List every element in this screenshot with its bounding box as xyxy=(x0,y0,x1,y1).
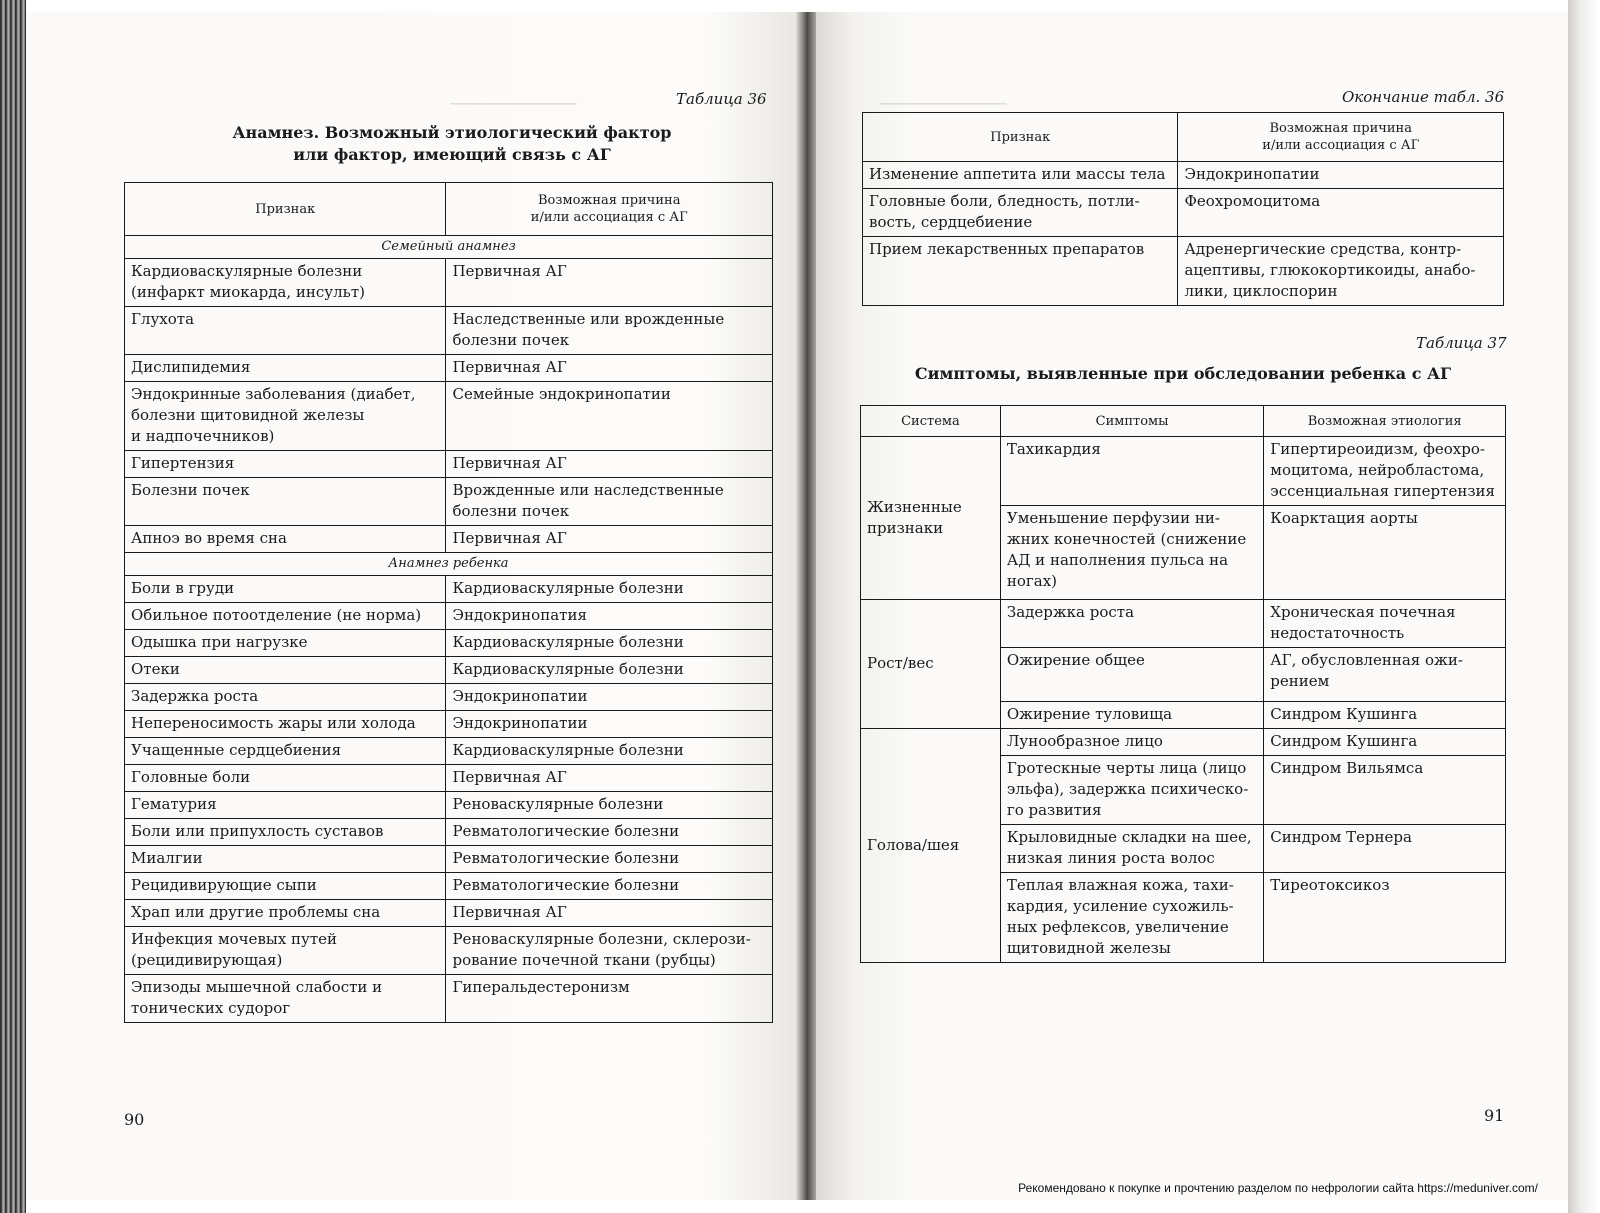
table-row xyxy=(125,711,773,738)
symptom-cell: Задержка роста xyxy=(1000,600,1263,648)
bleed-through: ────────────── xyxy=(880,95,1007,113)
table-37-caption: Таблица 37 xyxy=(1416,334,1507,352)
table-row xyxy=(125,975,773,1023)
system-cell-vital: Жизненные признаки xyxy=(861,437,1001,600)
col-header-cause: Возможная причина и/или ассоциация с АГ xyxy=(1178,113,1504,162)
col-header-cause: Возможная причина и/или ассоциация с АГ xyxy=(446,183,773,236)
sign-cell: Боли в груди xyxy=(125,576,446,603)
cause-cell: Первичная АГ xyxy=(446,900,773,927)
sign-cell: Головные боли, бледность, потли- вость, сердцебиение xyxy=(863,189,1178,237)
sign-cell: Эпизоды мышечной слабости и тонических судорог xyxy=(125,975,446,1023)
sign-cell: Задержка роста xyxy=(125,684,446,711)
table-row xyxy=(125,792,773,819)
cause-cell: Ревматологические болезни xyxy=(446,873,773,900)
sign-cell: Прием лекарственных препаратов xyxy=(863,237,1178,306)
cause-cell: Кардиоваскулярные болезни xyxy=(446,630,773,657)
cause-cell: Первичная АГ xyxy=(446,451,773,478)
table-row xyxy=(125,819,773,846)
sign-cell: Инфекция мочевых путей (рецидивирующая) xyxy=(125,927,446,975)
footer-recommendation: Рекомендовано к покупке и прочтению разделом по нефрологии сайта https://meduniver.com/ xyxy=(1018,1181,1538,1195)
page-number-right: 91 xyxy=(1484,1106,1505,1125)
col-header-sign: Признак xyxy=(863,113,1178,162)
sign-cell: Гипертензия xyxy=(125,451,446,478)
section-heading: Семейный анамнез xyxy=(125,236,773,259)
cause-cell: Кардиоваскулярные болезни xyxy=(446,657,773,684)
col-header-system: Система xyxy=(861,406,1001,437)
cause-cell: Ревматологические болезни xyxy=(446,819,773,846)
sign-cell: Учащенные сердцебиения xyxy=(125,738,446,765)
table-37 xyxy=(860,405,1506,963)
table-36 xyxy=(124,182,773,1023)
etiology-cell: Коарктация аорты xyxy=(1264,506,1506,600)
sign-cell: Храп или другие проблемы сна xyxy=(125,900,446,927)
table-row xyxy=(125,846,773,873)
col-header-sign: Признак xyxy=(125,183,446,236)
etiology-cell: АГ, обусловленная ожи- рением xyxy=(1264,648,1506,702)
system-cell-growth: Рост/вес xyxy=(861,600,1001,729)
table-36-title xyxy=(124,122,780,166)
table-row xyxy=(861,729,1506,756)
table-row xyxy=(125,684,773,711)
cause-cell: Реноваскулярные болезни, склерози- рование почечной ткани (рубцы) xyxy=(446,927,773,975)
symptom-cell: Уменьшение перфузии ни- жних конечностей (снижение АД и наполнения пульса на ногах) xyxy=(1000,506,1263,600)
etiology-cell: Синдром Тернера xyxy=(1264,825,1506,873)
table-36-caption: Таблица 36 xyxy=(676,90,767,108)
symptom-cell: Лунообразное лицо xyxy=(1000,729,1263,756)
cause-cell: Врожденные или наследственные болезни почек xyxy=(446,478,773,526)
table-row xyxy=(125,526,773,553)
symptom-cell: Ожирение общее xyxy=(1000,648,1263,702)
cause-cell: Первичная АГ xyxy=(446,355,773,382)
sign-cell: Боли или припухлость суставов xyxy=(125,819,446,846)
table-row xyxy=(863,189,1504,237)
section-row-family xyxy=(125,236,773,259)
col-header-etiology: Возможная этиология xyxy=(1264,406,1506,437)
cause-cell: Феохромоцитома xyxy=(1178,189,1504,237)
cause-cell: Гиперальдестеронизм xyxy=(446,975,773,1023)
section-heading: Анамнез ребенка xyxy=(125,553,773,576)
cause-cell: Адренергические средства, контр- ацептивы, глюкокортикоиды, анабо- лики, циклоспорин xyxy=(1178,237,1504,306)
sign-cell: Непереносимость жары или холода xyxy=(125,711,446,738)
cause-cell: Эндокринопатии xyxy=(446,711,773,738)
table-row xyxy=(125,765,773,792)
table-row xyxy=(125,451,773,478)
cause-cell: Эндокринопатии xyxy=(446,684,773,711)
sign-cell: Отеки xyxy=(125,657,446,684)
table-row xyxy=(125,576,773,603)
sign-cell: Одышка при нагрузке xyxy=(125,630,446,657)
sign-cell: Изменение аппетита или массы тела xyxy=(863,162,1178,189)
cause-cell: Первичная АГ xyxy=(446,259,773,307)
table-36-title-line1: Анамнез. Возможный этиологический фактор xyxy=(232,123,672,142)
sign-cell: Обильное потоотделение (не норма) xyxy=(125,603,446,630)
etiology-cell: Синдром Кушинга xyxy=(1264,729,1506,756)
table-header-row xyxy=(125,183,773,236)
book-page-edges xyxy=(0,0,26,1213)
table-row xyxy=(863,237,1504,306)
table-row xyxy=(125,259,773,307)
cause-cell: Реноваскулярные болезни xyxy=(446,792,773,819)
sign-cell: Глухота xyxy=(125,307,446,355)
sign-cell: Рецидивирующие сыпи xyxy=(125,873,446,900)
col-header-symptoms: Симптомы xyxy=(1000,406,1263,437)
sign-cell: Гематурия xyxy=(125,792,446,819)
sign-cell: Миалгии xyxy=(125,846,446,873)
cause-cell: Кардиоваскулярные болезни xyxy=(446,576,773,603)
table-36-title-line2: или фактор, имеющий связь с АГ xyxy=(293,145,611,164)
table-row xyxy=(125,927,773,975)
table-header-row xyxy=(861,406,1506,437)
table-row xyxy=(125,873,773,900)
etiology-cell: Гипертиреоидизм, феохро- моцитома, нейробластома, эссенциальная гипертензия xyxy=(1264,437,1506,506)
table-row xyxy=(863,162,1504,189)
cause-cell: Наследственные или врожденные болезни почек xyxy=(446,307,773,355)
table-row xyxy=(125,355,773,382)
sign-cell: Апноэ во время сна xyxy=(125,526,446,553)
sign-cell: Болезни почек xyxy=(125,478,446,526)
cause-cell: Эндокринопатии xyxy=(1178,162,1504,189)
symptom-cell: Крыловидные складки на шее, низкая линия роста волос xyxy=(1000,825,1263,873)
page-number-left: 90 xyxy=(124,1110,145,1129)
system-cell-head: Голова/шея xyxy=(861,729,1001,963)
table-row xyxy=(125,900,773,927)
sign-cell: Кардиоваскулярные болезни (инфаркт миокарда, инсульт) xyxy=(125,259,446,307)
table-row xyxy=(125,307,773,355)
table-36-continued xyxy=(862,112,1504,306)
table-header-row xyxy=(863,113,1504,162)
symptom-cell: Гротескные черты лица (лицо эльфа), задержка психическо- го развития xyxy=(1000,756,1263,825)
table-row xyxy=(861,437,1506,506)
table-row xyxy=(861,600,1506,648)
etiology-cell: Тиреотоксикоз xyxy=(1264,873,1506,963)
scan-edge xyxy=(1568,0,1600,1213)
etiology-cell: Синдром Кушинга xyxy=(1264,702,1506,729)
table-36-end-caption: Окончание табл. 36 xyxy=(1342,88,1505,106)
section-row-child xyxy=(125,553,773,576)
table-row xyxy=(125,382,773,451)
cause-cell: Кардиоваскулярные болезни xyxy=(446,738,773,765)
symptom-cell: Тахикардия xyxy=(1000,437,1263,506)
cause-cell: Первичная АГ xyxy=(446,765,773,792)
cause-cell: Эндокринопатия xyxy=(446,603,773,630)
bleed-through: ────────────── xyxy=(450,95,577,113)
sign-cell: Эндокринные заболевания (диабет, болезни щитовидной железы и надпочечников) xyxy=(125,382,446,451)
symptom-cell: Ожирение туловища xyxy=(1000,702,1263,729)
etiology-cell: Хроническая почечная недостаточность xyxy=(1264,600,1506,648)
sign-cell: Дислипидемия xyxy=(125,355,446,382)
table-37-title: Симптомы, выявленные при обследовании ребенка с АГ xyxy=(914,364,1452,383)
cause-cell: Первичная АГ xyxy=(446,526,773,553)
etiology-cell: Синдром Вильямса xyxy=(1264,756,1506,825)
symptom-cell: Теплая влажная кожа, тахи- кардия, усиление сухожиль- ных рефлексов, увеличение щитовидной железы xyxy=(1000,873,1263,963)
cause-cell: Ревматологические болезни xyxy=(446,846,773,873)
book-gutter xyxy=(796,12,816,1200)
table-row xyxy=(125,738,773,765)
table-row xyxy=(125,478,773,526)
table-row xyxy=(125,630,773,657)
table-row xyxy=(125,657,773,684)
table-row xyxy=(125,603,773,630)
sign-cell: Головные боли xyxy=(125,765,446,792)
cause-cell: Семейные эндокринопатии xyxy=(446,382,773,451)
